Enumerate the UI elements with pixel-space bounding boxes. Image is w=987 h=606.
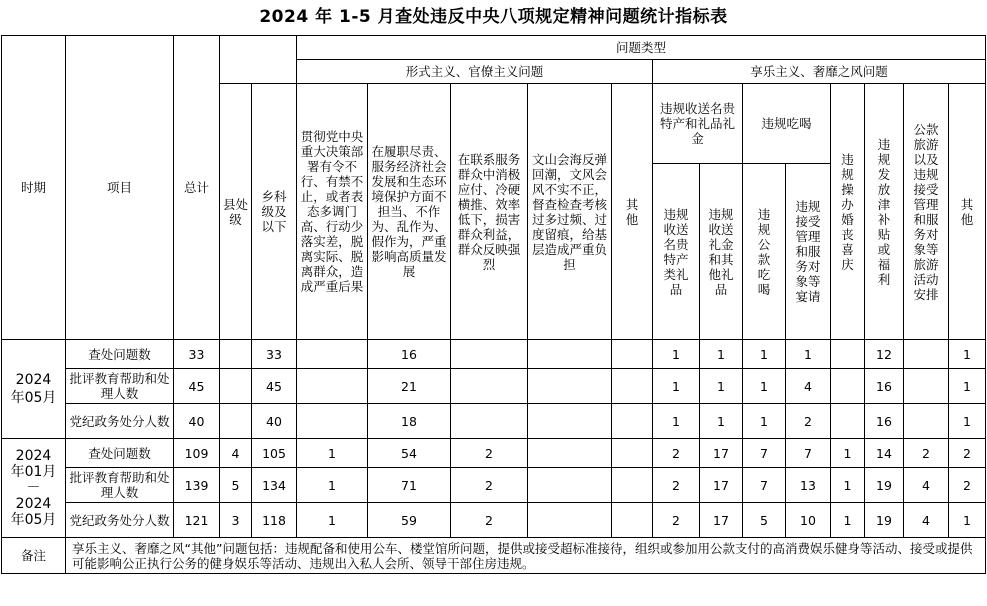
cell: 105 — [252, 439, 297, 468]
cell: 16 — [368, 340, 451, 369]
cell: 1 — [831, 503, 865, 538]
row-label: 批评教育帮助和处理人数 — [66, 369, 174, 404]
header-gift: 违规收送名贵特产和礼品礼金 — [653, 84, 743, 164]
cell: 1 — [949, 503, 986, 538]
cell: 2 — [949, 468, 986, 503]
cell: 54 — [368, 439, 451, 468]
cell — [297, 340, 368, 369]
cell: 40 — [174, 404, 220, 439]
cell: 21 — [368, 369, 451, 404]
cell — [220, 404, 252, 439]
header-level-blank — [220, 36, 297, 84]
cell: 19 — [865, 468, 904, 503]
cell: 7 — [743, 468, 786, 503]
cell: 2 — [653, 439, 700, 468]
cell: 71 — [368, 468, 451, 503]
cell — [904, 404, 949, 439]
cell — [451, 369, 528, 404]
cell: 1 — [297, 468, 368, 503]
cell: 2 — [653, 503, 700, 538]
header-county-level: 县处级 — [220, 84, 252, 340]
header-hedonism: 享乐主义、奢靡之风问题 — [653, 60, 986, 84]
cell: 16 — [865, 404, 904, 439]
cell: 1 — [653, 340, 700, 369]
cell — [528, 369, 612, 404]
header-eating-public: 违规公款吃喝 — [743, 164, 786, 340]
cell: 16 — [865, 369, 904, 404]
cell — [220, 340, 252, 369]
cell: 1 — [653, 404, 700, 439]
cell — [904, 340, 949, 369]
cell: 1 — [700, 340, 743, 369]
cell: 7 — [743, 439, 786, 468]
cell: 17 — [700, 439, 743, 468]
cell: 4 — [786, 369, 831, 404]
row-label: 党纪政务处分人数 — [66, 404, 174, 439]
cell: 59 — [368, 503, 451, 538]
row-label: 查处问题数 — [66, 340, 174, 369]
cell: 2 — [904, 439, 949, 468]
period-label: 2024年05月 — [2, 340, 66, 439]
header-formalism-3: 在联系服务群众中消极应付、冷硬横推、效率低下，损害群众利益，群众反映强烈 — [451, 84, 528, 340]
cell: 2 — [653, 468, 700, 503]
cell: 1 — [743, 369, 786, 404]
cell — [612, 503, 653, 538]
cell: 1 — [949, 340, 986, 369]
cell — [904, 369, 949, 404]
cell: 2 — [451, 439, 528, 468]
cell — [831, 404, 865, 439]
cell: 1 — [653, 369, 700, 404]
header-hedonism-other: 其他 — [949, 84, 986, 340]
cell: 45 — [174, 369, 220, 404]
cell: 19 — [865, 503, 904, 538]
cell: 17 — [700, 503, 743, 538]
cell: 14 — [865, 439, 904, 468]
cell: 1 — [700, 369, 743, 404]
cell — [612, 404, 653, 439]
cell: 33 — [174, 340, 220, 369]
period-label: 2024年01月－2024年05月 — [2, 439, 66, 538]
cell: 1 — [786, 340, 831, 369]
cell: 18 — [368, 404, 451, 439]
cell: 17 — [700, 468, 743, 503]
cell — [528, 439, 612, 468]
cell: 1 — [297, 503, 368, 538]
cell — [612, 439, 653, 468]
cell — [451, 404, 528, 439]
header-wedding: 违规操办婚丧喜庆 — [831, 84, 865, 340]
header-formalism-2: 在履职尽责、服务经济社会发展和生态环境保护方面不担当、不作为、乱作为、假作为，严重影响高质量发展 — [368, 84, 451, 340]
cell: 4 — [904, 468, 949, 503]
table-title: 2024 年 1-5 月查处违反中央八项规定精神问题统计指标表 — [259, 7, 728, 27]
header-travel: 公款旅游以及违规接受管理和服务对象等旅游活动安排 — [904, 84, 949, 340]
row-label: 批评教育帮助和处理人数 — [66, 468, 174, 503]
cell — [528, 340, 612, 369]
cell: 5 — [743, 503, 786, 538]
cell: 40 — [252, 404, 297, 439]
cell: 2 — [786, 404, 831, 439]
cell: 4 — [904, 503, 949, 538]
cell: 1 — [831, 439, 865, 468]
header-subsidy: 违规发放津补贴或福利 — [865, 84, 904, 340]
cell — [297, 369, 368, 404]
header-formalism: 形式主义、官僚主义问题 — [297, 60, 653, 84]
header-township-level: 乡科级及以下 — [252, 84, 297, 340]
row-label: 查处问题数 — [66, 439, 174, 468]
header-eating: 违规吃喝 — [743, 84, 831, 164]
cell: 118 — [252, 503, 297, 538]
cell: 2 — [949, 439, 986, 468]
cell: 121 — [174, 503, 220, 538]
cell — [528, 468, 612, 503]
cell — [831, 369, 865, 404]
cell — [612, 369, 653, 404]
header-formalism-4: 文山会海反弹回潮，文风会风不实不正，督查检查考核过多过频、过度留痕，给基层造成严重负担 — [528, 84, 612, 340]
cell: 10 — [786, 503, 831, 538]
cell — [451, 340, 528, 369]
cell: 45 — [252, 369, 297, 404]
statistics-table — [1, 35, 986, 574]
header-formalism-1: 贯彻党中央重大决策部署有令不行、有禁不止，或者表态多调门高、行动少落实差，脱离实际、脱离群众，造成严重后果 — [297, 84, 368, 340]
header-problem-type: 问题类型 — [297, 36, 986, 60]
cell: 7 — [786, 439, 831, 468]
cell: 13 — [786, 468, 831, 503]
note-label: 备注 — [2, 538, 66, 574]
cell: 3 — [220, 503, 252, 538]
note-text: 享乐主义、奢靡之风“其他”问题包括：违规配备和使用公车、楼堂馆所问题，提供或接受超标准接待，组织或参加用公款支付的高消费娱乐健身等活动、接受或提供可能影响公正执行公务的健身娱乐等活动、违规出入私人会所、领导干部住房违规。 — [66, 538, 986, 574]
cell: 1 — [297, 439, 368, 468]
cell: 1 — [949, 404, 986, 439]
cell: 12 — [865, 340, 904, 369]
header-formalism-other: 其他 — [612, 84, 653, 340]
header-gift-specialty: 违规收送名贵特产类礼品 — [653, 164, 700, 340]
cell: 1 — [949, 369, 986, 404]
cell: 5 — [220, 468, 252, 503]
header-gift-money: 违规收送礼金和其他礼品 — [700, 164, 743, 340]
cell: 2 — [451, 503, 528, 538]
cell — [297, 404, 368, 439]
header-eating-banquet: 违规接受管理和服务对象等宴请 — [786, 164, 831, 340]
cell — [831, 340, 865, 369]
header-period: 时期 — [2, 36, 66, 340]
cell: 109 — [174, 439, 220, 468]
cell: 1 — [743, 404, 786, 439]
header-item: 项目 — [66, 36, 174, 340]
cell — [528, 503, 612, 538]
cell: 2 — [451, 468, 528, 503]
cell — [528, 404, 612, 439]
cell — [220, 369, 252, 404]
cell: 4 — [220, 439, 252, 468]
cell — [612, 340, 653, 369]
cell: 33 — [252, 340, 297, 369]
cell: 1 — [700, 404, 743, 439]
row-label: 党纪政务处分人数 — [66, 503, 174, 538]
header-total: 总计 — [174, 36, 220, 340]
cell: 134 — [252, 468, 297, 503]
cell: 1 — [743, 340, 786, 369]
cell: 139 — [174, 468, 220, 503]
cell: 1 — [831, 468, 865, 503]
cell — [612, 468, 653, 503]
